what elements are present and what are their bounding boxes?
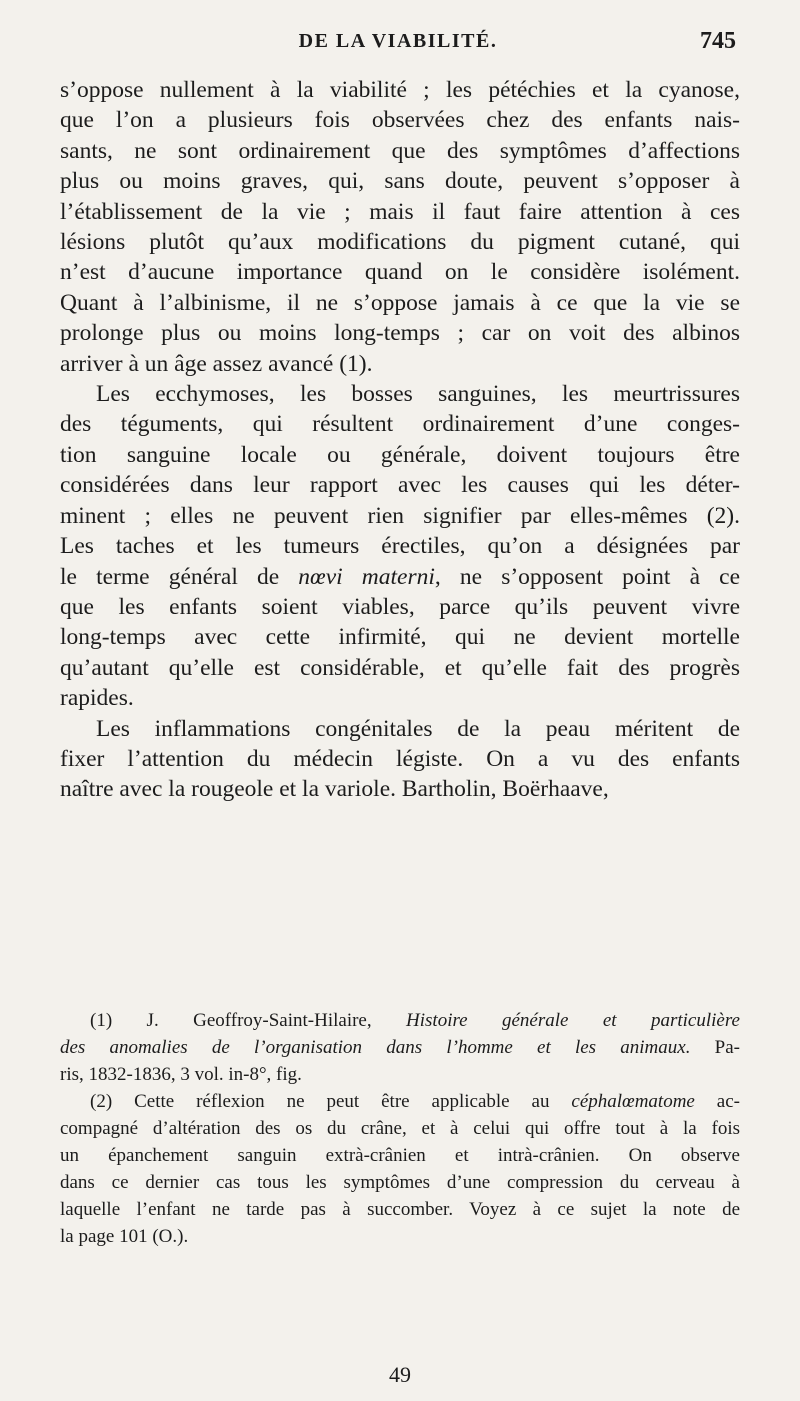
text-line: des téguments, qui résultent ordinairement d’une conges- [60,411,740,438]
footnotes [60,1007,740,1250]
body-text [60,75,740,805]
text-fragment: Pa- [690,1037,740,1058]
text-line: considérées dans leur rapport avec les causes qui les déter- [60,472,740,499]
text-line: fixer l’attention du médecin légiste. On a vu des enfants [60,745,740,772]
running-header [60,30,736,60]
text-line: long-temps avec cette infirmité, qui ne devient mortelle [60,624,740,651]
footnote-line: la page 101 (O.). [60,1226,189,1247]
text-line: minent ; elles ne peuvent rien signifier par elles-mêmes (2). [60,502,740,529]
text-fragment: (2) Cette réflexion ne peut être applicable au [90,1091,572,1112]
footnote-line: compagné d’altération des os du crâne, et à celui qui offre tout à la fois [60,1118,740,1139]
text-line: s’oppose nullement à la viabilité ; les pétéchies et la cyanose, [60,77,740,103]
footnote-line [60,1007,740,1034]
text-line: plus ou moins graves, qui, sans doute, peuvent s’opposer à [60,168,740,195]
text-line: Quant à l’albinisme, il ne s’oppose jamais à ce que la vie se [60,289,740,316]
text-line: sants, ne sont ordinairement que des symptômes d’affections [60,137,740,164]
text-fragment: , ne s’opposent point à ce [434,563,741,590]
text-line [60,562,740,592]
text-line: naître avec la rougeole et la variole. Bartholin, Boërhaave, [60,776,609,803]
footnote-line: dans ce dernier cas tous les symptômes d’une compression du cerveau à [60,1172,740,1193]
footnote-line [60,1034,740,1061]
text-line: n’est d’aucune importance quand on le considère isolément. [60,259,740,286]
signature-mark: 49 [389,1362,411,1387]
text-line: arriver à un âge assez avancé (1). [60,350,373,377]
text-fragment: ac- [694,1091,740,1112]
text-line: Les ecchymoses, les bosses sanguines, les meurtrissures [96,381,740,408]
footnote-line [60,1088,740,1115]
italic-title: des anomalies de l’organisation dans l’homme et les animaux. [60,1037,691,1058]
text-line: que les enfants soient viables, parce qu’ils peuvent vivre [60,593,740,620]
running-title: DE LA VIABILITÉ. [298,30,498,52]
text-line: lésions plutôt qu’aux modifications du pigment cutané, qui [60,229,740,256]
page-number: 745 [700,28,736,54]
footnote-line: ris, 1832-1836, 3 vol. in-8°, fig. [60,1064,302,1085]
italic-term: céphalœmatome [571,1091,695,1112]
footnote-line: un épanchement sanguin extrà-crânien et intrà-crânien. On observe [60,1145,740,1166]
text-line: que l’on a plusieurs fois observées chez des enfants nais- [60,107,740,134]
text-line: Les taches et les tumeurs érectiles, qu’on a désignées par [60,533,740,560]
text-line: rapides. [60,685,134,712]
italic-title: Histoire générale et particulière [406,1010,740,1031]
text-fragment: le terme général de [60,563,299,590]
footnote-line: laquelle l’enfant ne tarde pas à succomber. Voyez à ce sujet la note de [60,1199,740,1220]
text-line: qu’autant qu’elle est considérable, et qu’elle fait des progrès [60,654,740,681]
text-line: tion sanguine locale ou générale, doivent toujours être [60,441,740,468]
text-fragment: (1) J. Geoffroy-Saint-Hilaire, [90,1010,407,1031]
text-line: l’établissement de la vie ; mais il faut faire attention à ces [60,198,740,225]
text-line: Les inflammations congénitales de la peau méritent de [96,715,740,742]
text-line: prolonge plus ou moins long-temps ; car on voit des albinos [60,320,740,347]
italic-term: nœvi materni [298,563,435,590]
